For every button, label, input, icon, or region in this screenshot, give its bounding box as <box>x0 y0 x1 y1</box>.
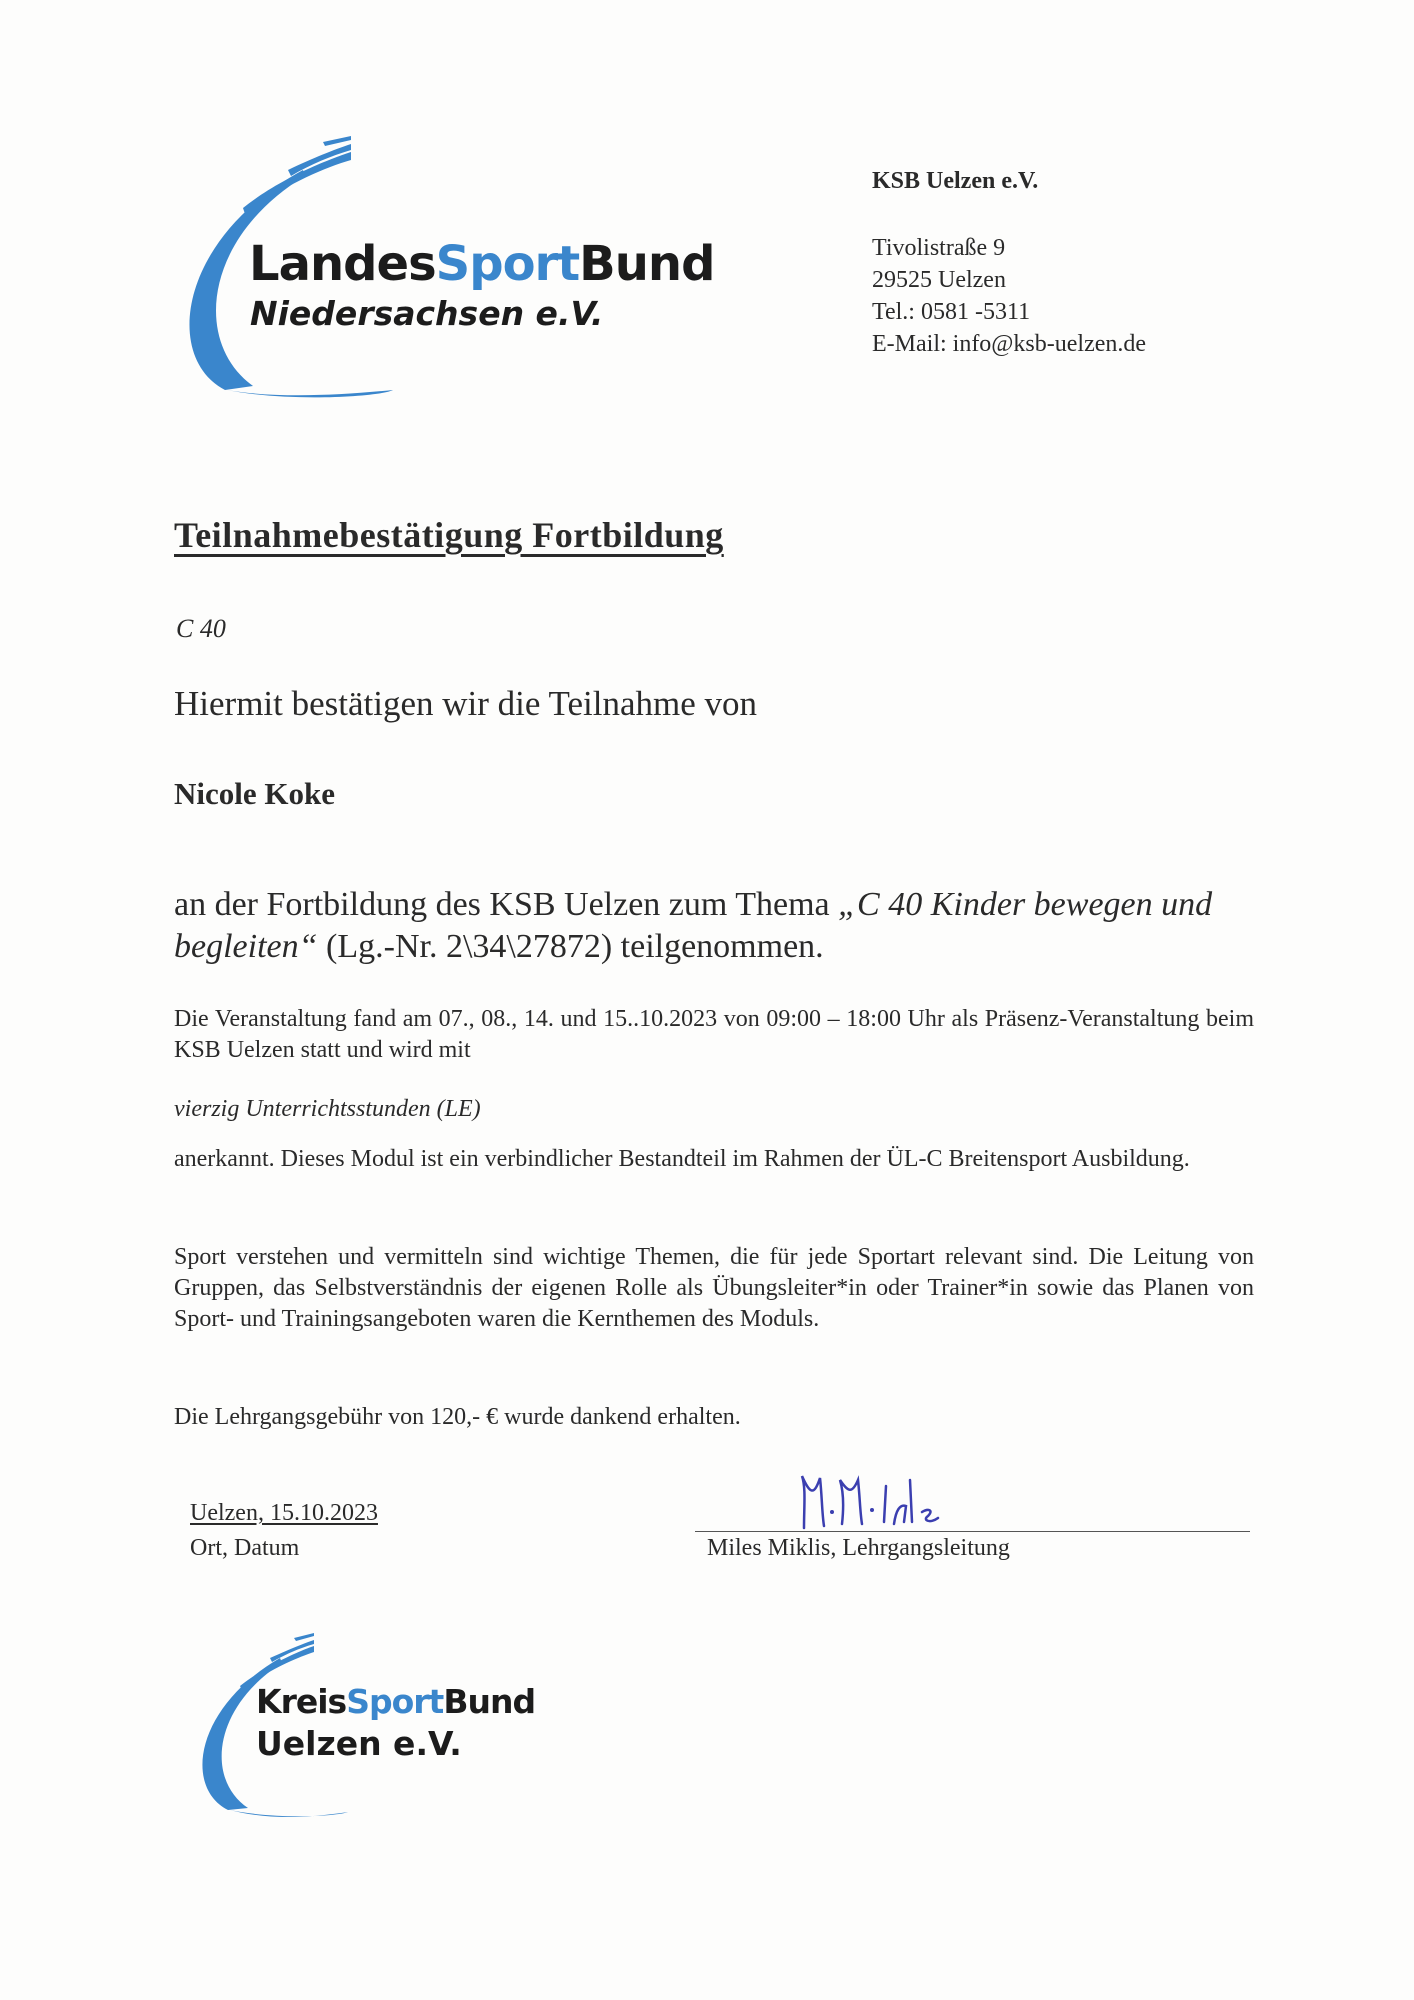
intro-text: Hiermit bestätigen wir die Teilnahme von <box>174 684 758 723</box>
course-code: C 40 <box>176 614 226 643</box>
signer-name: Miles Miklis, Lehrgangsleitung <box>707 1535 1010 1561</box>
fee-confirmation: Die Lehrgangsgebühr von 120,- € wurde dankend erhalten. <box>174 1404 741 1430</box>
place-date-label: Ort, Datum <box>190 1535 300 1561</box>
signature-line <box>695 1531 1250 1532</box>
event-details: Die Veranstaltung fand am 07., 08., 14. und 15..10.2023 von 09:00 – 18:00 Uhr als Präsenz-Veranstaltung beim KSB Uelzen statt und wird mit <box>174 1006 1254 1063</box>
recognition-text: anerkannt. Dieses Modul ist ein verbindlicher Bestandteil im Rahmen der ÜL-C Breitensport Ausbildung. <box>174 1146 1190 1172</box>
handwritten-signature <box>788 1466 978 1536</box>
course-topic-title: „C 40 Kinder bewegen und begleiten“ <box>174 886 1213 965</box>
sender-street: Tivolistraße 9 <box>872 235 1006 261</box>
logo-line-2: Uelzen e.V. <box>256 1724 462 1763</box>
module-description: Sport verstehen und vermitteln sind wichtige Themen, die für jede Sportart relevant sind. Die Leitung von Gruppen, das Selbstverständnis der eigenen Rolle als Übungsleiter*in oder Trainer*in sowie das Planen von Sport- und Trainingsangeboten waren die Kernthemen des Moduls. <box>174 1244 1254 1332</box>
sender-city: 29525 Uelzen <box>872 267 1006 293</box>
document-title: Teilnahmebestätigung Fortbildung <box>174 515 724 555</box>
kreissportbund-logo <box>198 1628 558 1828</box>
sender-email: E-Mail: info@ksb-uelzen.de <box>872 331 1147 357</box>
place-date: Uelzen, 15.10.2023 <box>190 1500 378 1526</box>
landessportbund-logo <box>183 128 723 398</box>
sender-address <box>872 232 1146 360</box>
participant-name: Nicole Koke <box>174 776 335 811</box>
logo-line-2: Niedersachsen e.V. <box>250 294 604 333</box>
logo-line-1: LandesSportBund <box>249 236 715 292</box>
sender-phone: Tel.: 0581 -5311 <box>872 299 1031 325</box>
sender-name: KSB Uelzen e.V. <box>872 168 1039 194</box>
lesson-units: vierzig Unterrichtsstunden (LE) <box>174 1096 481 1122</box>
logo-line-1: KreisSportBund <box>256 1682 536 1721</box>
course-topic: an der Fortbildung des KSB Uelzen zum Thema „C 40 Kinder bewegen und begleiten“ (Lg.-Nr. 2\34\27872) teilgenommen. <box>174 886 1213 965</box>
